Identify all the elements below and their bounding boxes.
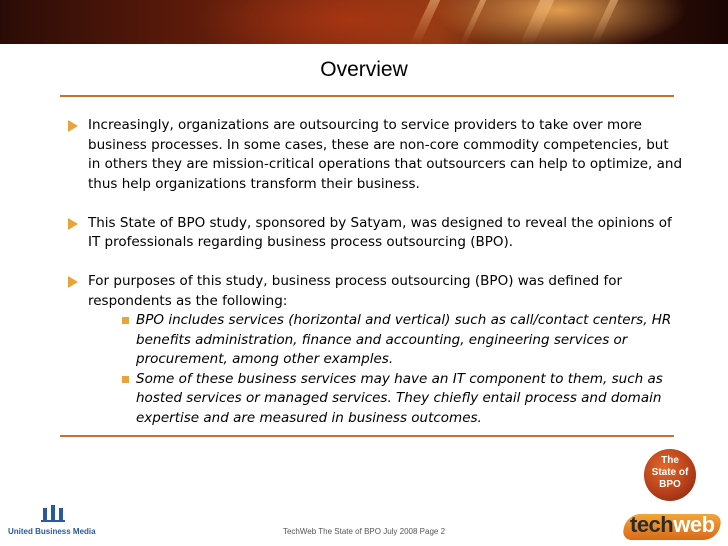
bullet-item (68, 116, 683, 194)
sub-bullet-item (68, 370, 683, 429)
footer-text: TechWeb The State of BPO July 2008 Page 2 (282, 527, 446, 536)
ubm-logo-icon (40, 505, 66, 523)
arrow-bullet-icon (68, 218, 78, 230)
state-of-bpo-badge (644, 449, 696, 501)
techweb-logo (624, 510, 720, 540)
badge-line: BPO (659, 479, 681, 490)
banner-light-streak (590, 0, 619, 44)
badge-line: The (661, 455, 679, 466)
sub-bullet-text: Some of these business services may have an IT component to them, such as hosted services or managed services. They chiefly entail process and domain expertise and are measured in business outcomes. (136, 370, 663, 426)
techweb-wordmark (630, 512, 715, 538)
banner-light-streak (410, 0, 441, 44)
bullet-text: This State of BPO study, sponsored by Satyam, was designed to reveal the opinions of IT professionals regarding business process outsourcing (BPO). (88, 214, 672, 250)
title-divider (60, 95, 674, 97)
arrow-bullet-icon (68, 276, 78, 288)
sub-bullet-item (68, 311, 683, 370)
arrow-bullet-icon (68, 120, 78, 132)
techweb-web: web (673, 512, 715, 537)
ubm-logo-text: United Business Media (8, 527, 96, 536)
header-banner (0, 0, 728, 44)
sub-bullet-text: BPO includes services (horizontal and vertical) such as call/contact centers, HR benefits administration, finance and accounting, engineering services or procurement, among other examples. (136, 312, 672, 367)
slide-content (68, 116, 683, 428)
slide-title: Overview (320, 58, 408, 81)
content-divider (60, 435, 674, 437)
techweb-tech: tech (630, 512, 674, 537)
bullet-text: Increasingly, organizations are outsourcing to service providers to take over more business processes. In some cases, these are non-core commodity competencies, but in others they are mission-critical operations that outsourcers can help to optimize, and thus help organizations transform their business. (88, 117, 683, 192)
banner-light-streak (460, 0, 487, 44)
banner-light-streak (520, 0, 555, 44)
square-bullet-icon (122, 317, 129, 324)
bullet-item (68, 272, 683, 311)
badge-line: State of (651, 467, 689, 478)
square-bullet-icon (122, 376, 129, 383)
bullet-item (68, 214, 683, 253)
bullet-text: For purposes of this study, business process outsourcing (BPO) was defined for respondents as the following: (88, 273, 623, 309)
